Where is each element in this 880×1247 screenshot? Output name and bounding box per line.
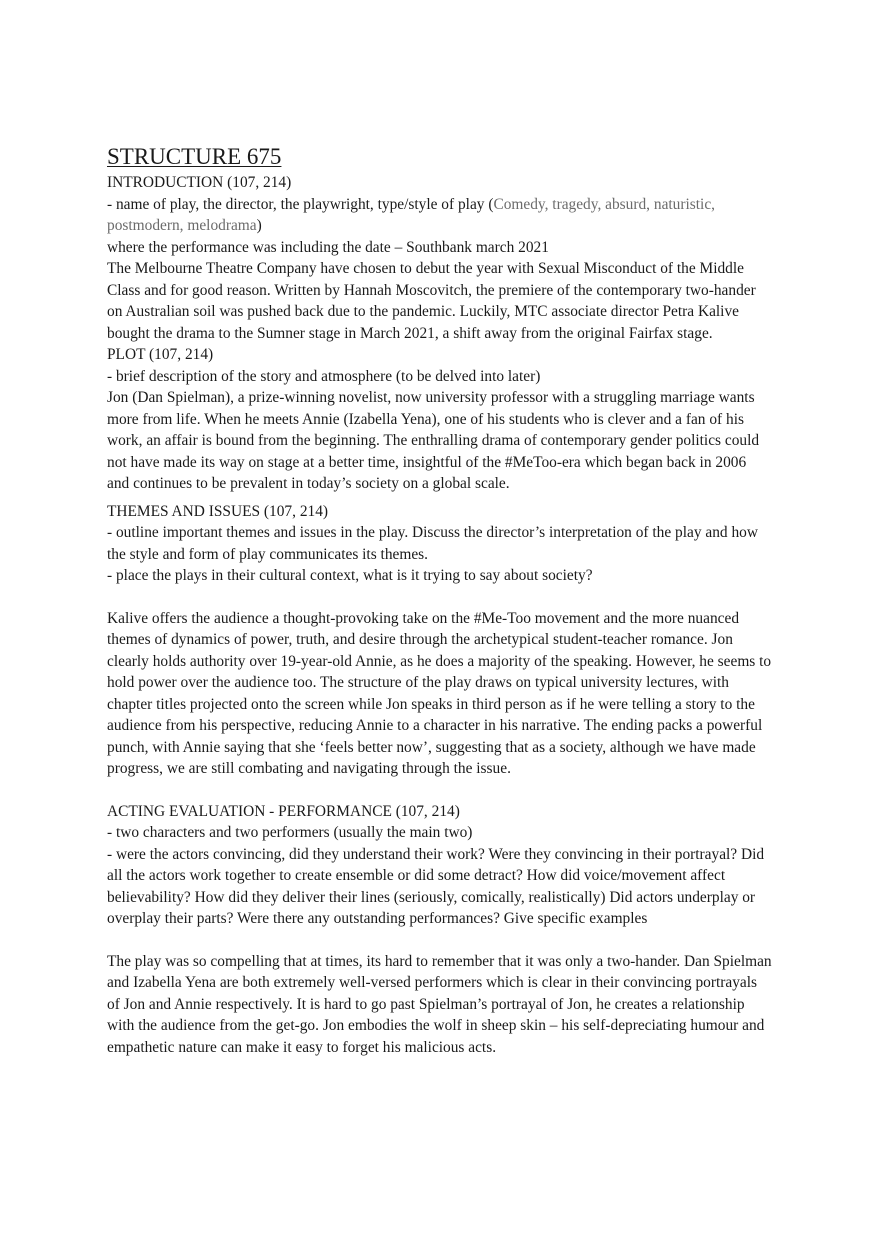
acting-heading: ACTING EVALUATION - PERFORMANCE (107, 214)	[107, 802, 460, 820]
themes-body: Kalive offers the audience a thought-provoking take on the #Me-Too movement and the more nuanced themes of dynamics of power, truth, and desire through the archetypical student-teacher romance. Jon clearly holds authority over 19-year-old Annie, as he does a majority of the speaking. However, he seems to hold power over the audience too. The structure of the play draws on typical university lectures, with chapter titles projected onto the screen while Jon speaks in third person as if he were telling a story to the audience from his perspective, reducing Annie to a character in his narrative. The ending packs a powerful punch, with Annie saying that she ‘feels better now’, suggesting that as a society, although we have made progress, we are still combating and navigating through the issue.	[107, 609, 772, 777]
document-content	[107, 143, 772, 1058]
intro-note-styles: Comedy, tragedy, absurd, naturistic, postmodern, melodrama	[107, 195, 715, 234]
plot-body: Jon (Dan Spielman), a prize-winning novelist, now university professor with a struggling marriage wants more from life. When he meets Annie (Izabella Yena), one of his students who is clever and a fan of his work, an affair is bound from the beginning. The enthralling drama of contemporary gender politics could not have made its way on stage at a better time, insightful of the #MeToo-era which began back in 2006 and continues to be prevalent in today’s society on a global scale.	[107, 389, 760, 492]
intro-venue-note: where the performance was including the date – Southbank march 2021	[107, 238, 549, 256]
themes-note-1: - outline important themes and issues in the play. Discuss the director’s interpretation of the play and how the style and form of play communicates its themes.	[107, 524, 758, 563]
spacer	[107, 930, 772, 951]
acting-note-1: - two characters and two performers (usually the main two)	[107, 824, 473, 841]
themes-heading: THEMES AND ISSUES (107, 214)	[107, 502, 329, 520]
document-title: STRUCTURE 675	[107, 144, 282, 169]
spacer	[107, 587, 772, 608]
intro-note-prefix: - name of play, the director, the playwright, type/style of play (	[107, 195, 494, 213]
plot-heading: PLOT (107, 214)	[107, 346, 214, 363]
intro-body: The Melbourne Theatre Company have chosen to debut the year with Sexual Misconduct of the Middle Class and for good reason. Written by Hannah Moscovitch, the premiere of the contemporary two-hander on Australian soil was pushed back due to the pandemic. Luckily, MTC associate director Petra Kalive bought the drama to the Sumner stage in March 2021, a shift away from the original Fairfax stage.	[107, 260, 756, 342]
spacer	[107, 780, 772, 801]
intro-note	[107, 194, 772, 237]
intro-heading: INTRODUCTION (107, 214)	[107, 174, 292, 191]
themes-note-2: - place the plays in their cultural context, what is it trying to say about society?	[107, 567, 593, 584]
acting-body: The play was so compelling that at times, its hard to remember that it was only a two-hander. Dan Spielman and Izabella Yena are both extremely well-versed performers which is clear in their convincing portrayals of Jon and Annie respectively. It is hard to go past Spielman’s portrayal of Jon, he creates a relationship with the audience from the get-go. Jon embodies the wolf in sheep skin – his self-depreciating humour and empathetic nature can make it easy to forget his malicious acts.	[107, 952, 772, 1056]
plot-note: - brief description of the story and atmosphere (to be delved into later)	[107, 367, 541, 385]
acting-note-2: - were the actors convincing, did they understand their work? Were they convincing in their portrayal? Did all the actors work together to create ensemble or did some detract? How did voice/movement affect believability? How did they deliver their lines (seriously, comically, realistically) Did actors underplay or overplay their parts? Were there any outstanding performances? Give specific examples	[107, 845, 765, 927]
intro-note-suffix: )	[256, 217, 262, 234]
